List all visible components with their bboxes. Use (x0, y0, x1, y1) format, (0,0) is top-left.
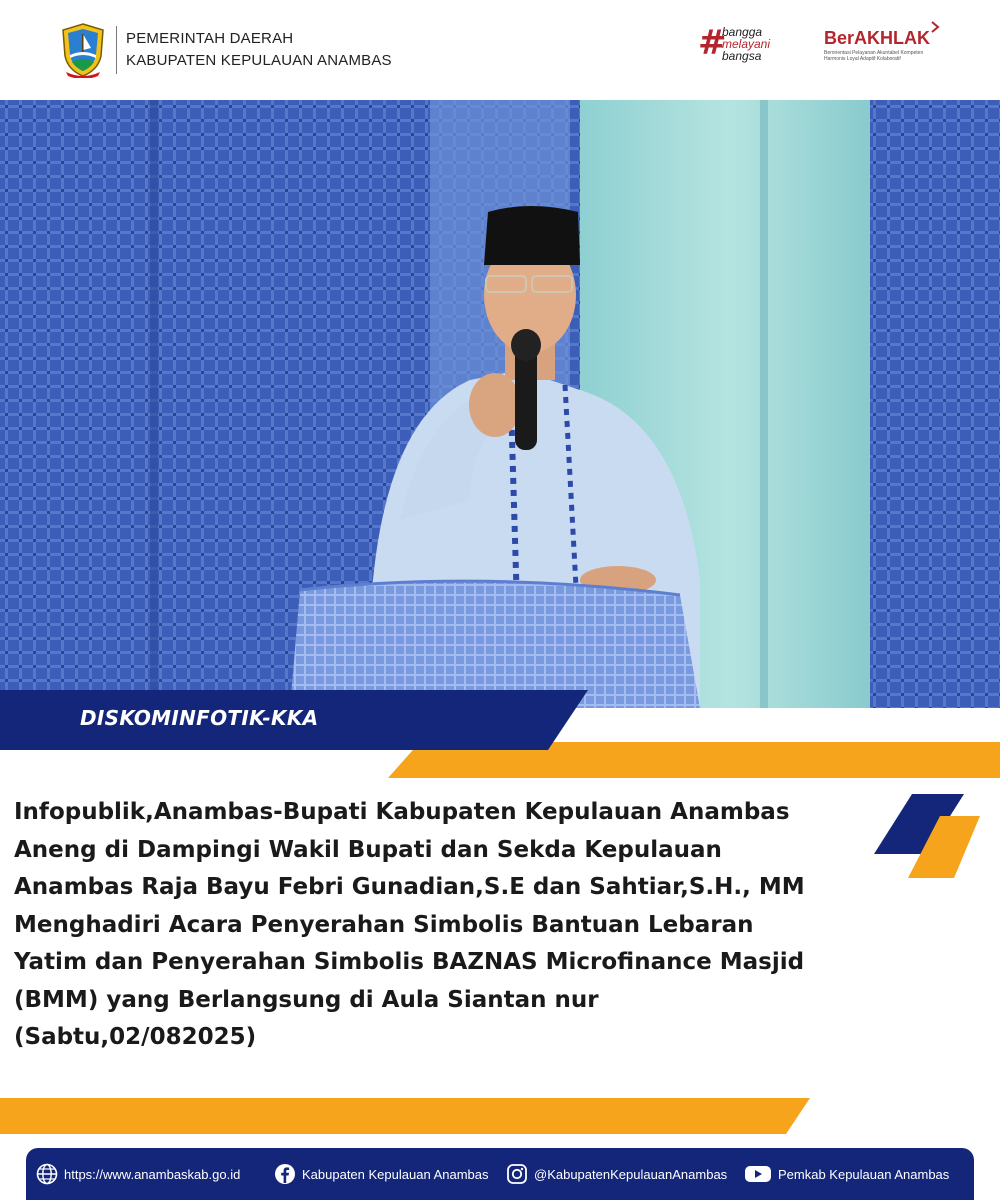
bangga-word-2: melayani (722, 37, 771, 51)
header-line-1: PEMERINTAH DAERAH (126, 30, 294, 47)
globe-icon (36, 1163, 58, 1185)
header-line-2: KABUPATEN KEPULAUAN ANAMBAS (126, 52, 392, 69)
youtube-link[interactable]: Pemkab Kepulauan Anambas (778, 1166, 950, 1182)
instagram-icon (506, 1163, 528, 1185)
article-line: Menghadiri Acara Penyerahan Simbolis Bantuan Lebaran (14, 911, 754, 938)
bottom-orange-stripe (0, 1096, 1000, 1136)
footer-instagram[interactable] (506, 1148, 727, 1200)
footer-facebook[interactable] (274, 1148, 489, 1200)
instagram-link[interactable]: @KabupatenKepulauanAnambas (534, 1166, 728, 1182)
article-line: Aneng di Dampingi Wakil Bupati dan Sekda Kepulauan (14, 836, 722, 863)
bangga-word-1: bangga (722, 25, 763, 39)
article-text (14, 794, 904, 1057)
decorative-parallelograms (868, 792, 980, 882)
bangga-hash: # (698, 23, 727, 63)
facebook-icon (274, 1163, 296, 1185)
facebook-link[interactable]: Kabupaten Kepulauan Anambas (302, 1166, 489, 1182)
footer-youtube[interactable] (744, 1148, 949, 1200)
article-line: Anambas Raja Bayu Febri Gunadian,S.E dan Sahtiar,S.H., MM (14, 874, 805, 900)
footer-website[interactable] (36, 1148, 240, 1200)
bangga-word-3: bangsa (722, 49, 762, 63)
article-line: (Sabtu,02/082025) (14, 1024, 257, 1050)
website-link[interactable]: https://www.anambaskab.go.id (64, 1166, 241, 1182)
article-line: Yatim dan Penyerahan Simbolis BAZNAS Microfinance Masjid (14, 949, 805, 975)
youtube-icon (744, 1163, 772, 1185)
footer-social-bar (26, 1148, 974, 1200)
berakhlak-subtitle: Berorientasi Pelayanan Akuntabel Kompeten Harmonis Loyal Adaptif Kolaboratif (824, 50, 924, 62)
source-label: DISKOMINFOTIK-KKA (80, 706, 319, 730)
berakhlak-title: BerAKHLAK (824, 28, 931, 48)
article-line: (BMM) yang Berlangsung di Aula Siantan nur (14, 986, 599, 1013)
article-line: Infopublik,Anambas-Bupati Kabupaten Kepulauan Anambas (14, 799, 790, 825)
